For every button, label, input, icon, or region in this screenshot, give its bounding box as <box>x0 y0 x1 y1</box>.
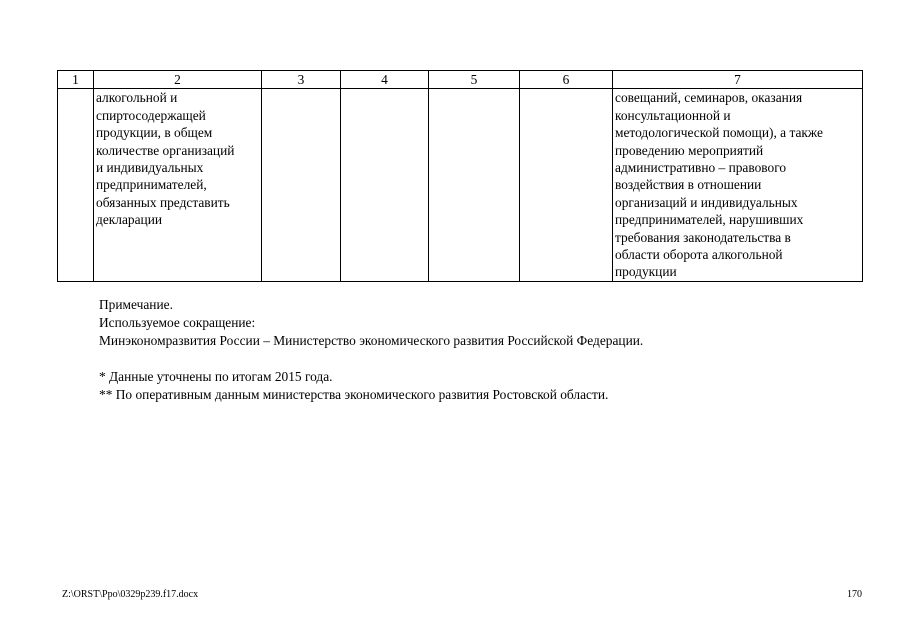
abbreviation-definition: Минэкономразвития России – Министерство экономического развития Российской Федерации. <box>99 333 644 348</box>
table-cell: совещаний, семинаров, оказания консультационной и методологической помощи), а также проведению мероприятий административно – правового воздействия в отношении организаций и индивидуальных предпринимателей, нарушивших требования законодательства в области оборота алкогольной продукции <box>613 89 863 281</box>
column-header: 5 <box>429 71 520 89</box>
notes-section <box>99 296 643 404</box>
table-row <box>58 89 863 281</box>
table-cell <box>58 89 94 281</box>
footnote: ** По оперативным данным министерства экономического развития Ростовской области. <box>99 387 609 402</box>
column-header: 3 <box>262 71 341 89</box>
table-cell <box>262 89 341 281</box>
table-cell <box>520 89 613 281</box>
table-header-row <box>58 71 863 89</box>
column-header: 4 <box>341 71 429 89</box>
footnote: * Данные уточнены по итогам 2015 года. <box>99 369 333 384</box>
column-header: 7 <box>613 71 863 89</box>
table-cell <box>341 89 429 281</box>
spacer <box>99 350 643 368</box>
table-cell <box>429 89 520 281</box>
data-table <box>57 70 863 282</box>
column-header: 2 <box>94 71 262 89</box>
column-header: 1 <box>58 71 94 89</box>
note-title: Примечание. <box>99 297 173 312</box>
abbreviation-heading: Используемое сокращение: <box>99 315 256 330</box>
page-number: 170 <box>847 589 862 600</box>
table-cell: алкогольной и спиртосодержащей продукции, в общем количестве организаций и индивидуальных предпринимателей, обязанных представить декларации <box>94 89 262 281</box>
column-header: 6 <box>520 71 613 89</box>
file-path: Z:\ORST\Ppo\0329p239.f17.docx <box>62 589 199 600</box>
